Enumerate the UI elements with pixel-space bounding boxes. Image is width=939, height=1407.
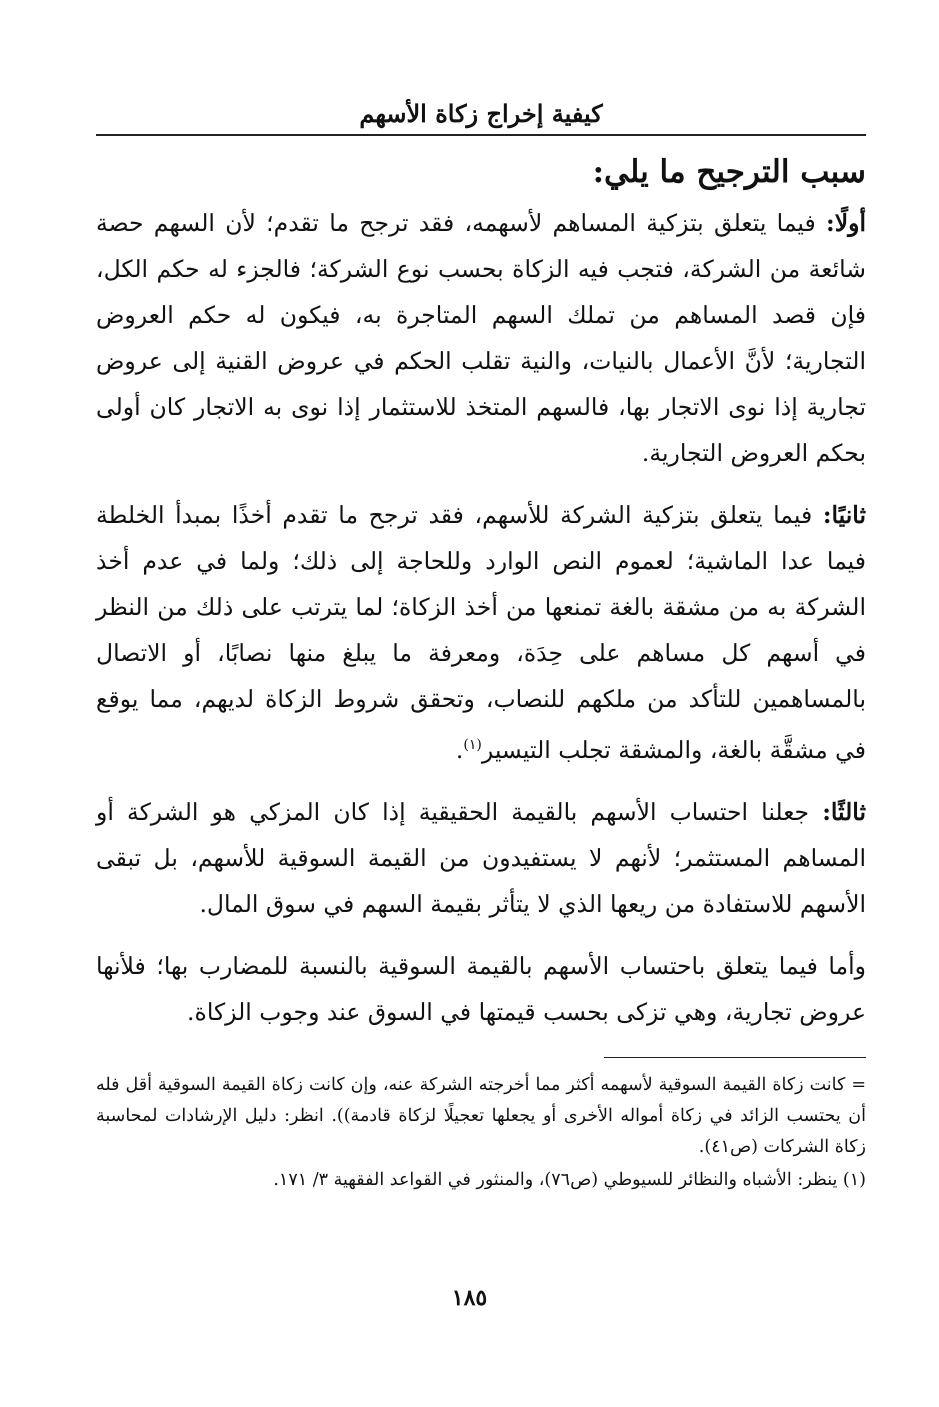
paragraph-third [96, 789, 866, 927]
footnote-divider [604, 1057, 866, 1058]
footnote-continued: = كانت زكاة القيمة السوقية لأسهمه أكثر مما أخرجته الشركة عنه، وإن كانت زكاة القيمة السوقية أقل فله أن يحتسب الزائد في زكاة أمواله الأخرى أو يجعلها تعجيلًا لزكاة قادمة)). انظر: دليل الإرشادات لمحاسبة زكاة الشركات (ص٤١). [96, 1074, 866, 1157]
paragraph-text: فيما يتعلق بتزكية الشركة للأسهم، فقد ترجح ما تقدم أخذًا بمبدأ الخلطة فيما عدا الماشية؛ لعموم النص الوارد وللحاجة إلى ذلك؛ ولما في عدم أخذ الشركة به من مشقة بالغة تمنعها من أخذ الزكاة؛ لما يترتب على ذلك من النظر في أسهم كل مساهم على حِدَة، ومعرفة ما يبلغ منها نصابًا، أو الاتصال بالمساهمين للتأكد من ملكهم للنصاب، وتحقق شروط الزكاة لديهم، مما يوقع في مشقَّة بالغة، والمشقة تجلب التيسير [96, 500, 866, 764]
footnote-1: (١) ينظر: الأشباه والنظائر للسيوطي (ص٧٦)، والمنثور في القواعد الفقهية ٣/ ١٧١. [273, 1169, 866, 1190]
paragraph-second [96, 492, 866, 773]
page-number: ١٨٥ [451, 1285, 488, 1311]
paragraph-first [96, 200, 866, 476]
section-heading: سبب الترجيح ما يلي: [592, 154, 866, 191]
paragraph-tail: . [455, 735, 464, 764]
paragraph-text: فيما يتعلق بتزكية المساهم لأسهمه، فقد ترجح ما تقدم؛ لأن السهم حصة شائعة من الشركة، فتجب فيه الزكاة بحسب نوع الشركة؛ فالجزء له حكم الكل، فإن قصد المساهم من تملك السهم المتاجرة به، فيكون له حكم العروض التجارية؛ لأنَّ الأعمال بالنيات، والنية تقلب الحكم في عروض القنية إلى عروض تجارية إذا نوى الاتجار بها، فالسهم المتخذ للاستثمار إذا نوى به الاتجار كان أولى بحكم العروض التجارية. [96, 208, 866, 467]
running-header: كيفية إخراج زكاة الأسهم [96, 98, 866, 136]
paragraph-text: جعلنا احتساب الأسهم بالقيمة الحقيقية إذا كان المزكي هو الشركة أو المساهم المستثمر؛ لأنهم لا يستفيدون من القيمة السوقية للأسهم، بل تبقى الأسهم للاستفادة من ريعها الذي لا يتأثر بقيمة السهم في سوق المال. [96, 797, 866, 918]
page-body [96, 98, 866, 1198]
paragraph-fourth [96, 943, 866, 1035]
paragraph-lead: ثانيًا: [822, 500, 866, 529]
paragraph-lead: ثالثًا: [822, 797, 866, 826]
footnote-reference[interactable]: (١) [463, 736, 482, 753]
paragraph-text: وأما فيما يتعلق باحتساب الأسهم بالقيمة السوقية بالنسبة للمضارب بها؛ فلأنها عروض تجارية، وهي تزكى بحسب قيمتها في السوق عند وجوب الزكاة. [96, 951, 866, 1026]
paragraph-lead: أولًا: [826, 208, 866, 237]
